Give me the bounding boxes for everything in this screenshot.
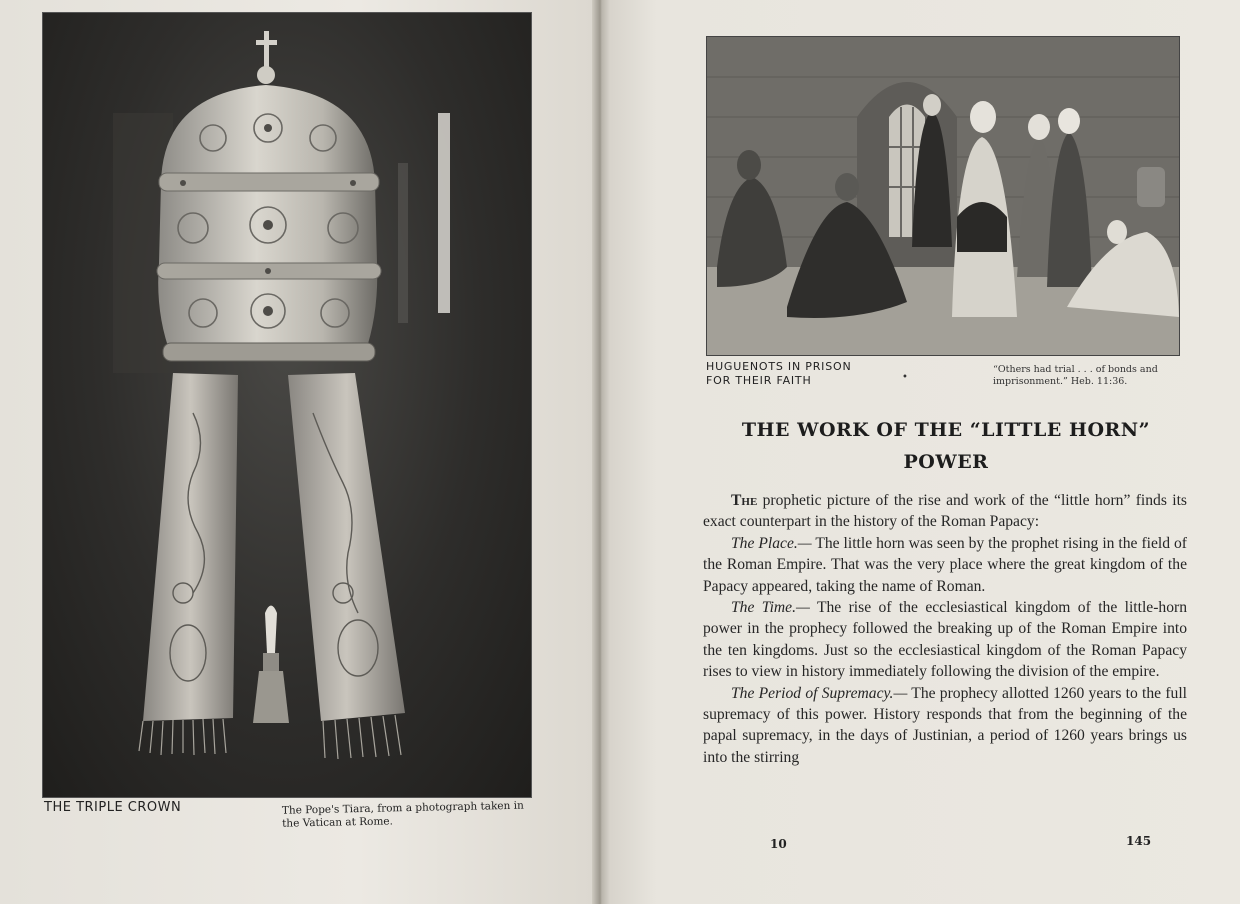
triple-crown-caption-note: The Pope's Tiara, from a photograph taken in the Vatican at Rome. xyxy=(281,799,524,830)
huguenots-prison-illustration xyxy=(706,36,1180,356)
time-heading: The Time.— xyxy=(731,599,810,617)
huguenots-caption-title xyxy=(706,360,852,388)
intro-lead-word: The xyxy=(731,492,758,509)
place-text: The little horn was seen by the prophet rising in the field of the Roman Empire. That was the very place where the great kingdom of the Papacy appeared, taking the name of Roman. xyxy=(703,534,1187,595)
period-text: The prophecy allotted 1260 years to the full supremacy of this power. History responds that from the beginning of the papal supremacy, in the days of Justinian, a period of 1260 years brings us into the stirring xyxy=(703,684,1188,766)
time-paragraph xyxy=(703,597,1187,683)
triple-crown-caption-title: THE TRIPLE CROWN xyxy=(44,800,182,815)
time-text: The rise of the ecclesiastical kingdom of the little-horn power in the prophecy followed the breaking up of the Roman Empire into the ten kingdoms. Just so the ecclesiastical kingdom of the Roman Papacy rises to view in history immediately following the division of the empire. xyxy=(703,599,1187,681)
huguenots-caption-line-2: FOR THEIR FAITH xyxy=(706,374,812,387)
chapter-title-line-2: POWER xyxy=(903,451,989,473)
place-heading: The Place.— xyxy=(731,534,812,552)
intro-paragraph xyxy=(703,490,1187,533)
caption-bullet: • xyxy=(902,372,908,383)
period-heading: The Period of Supremacy.— xyxy=(731,684,908,702)
book-gutter xyxy=(592,0,610,904)
chapter-title-line-1: THE WORK OF THE “LITTLE HORN” xyxy=(741,419,1151,441)
chapter-title xyxy=(700,414,1192,478)
page-number-left: 10 xyxy=(770,837,787,851)
chapter-body xyxy=(703,490,1187,768)
page-number-right: 145 xyxy=(1126,834,1152,848)
period-paragraph xyxy=(703,683,1187,769)
triple-crown-photo xyxy=(42,12,532,798)
place-paragraph xyxy=(703,533,1187,597)
huguenots-caption-note: “Others had trial . . . of bonds and imprisonment.” Heb. 11:36. xyxy=(993,364,1158,387)
huguenots-caption-line-1: HUGUENOTS IN PRISON xyxy=(706,360,852,373)
intro-text: prophetic picture of the rise and work of the “little horn” finds its exact counterpart in the history of the Roman Papacy: xyxy=(703,492,1187,531)
